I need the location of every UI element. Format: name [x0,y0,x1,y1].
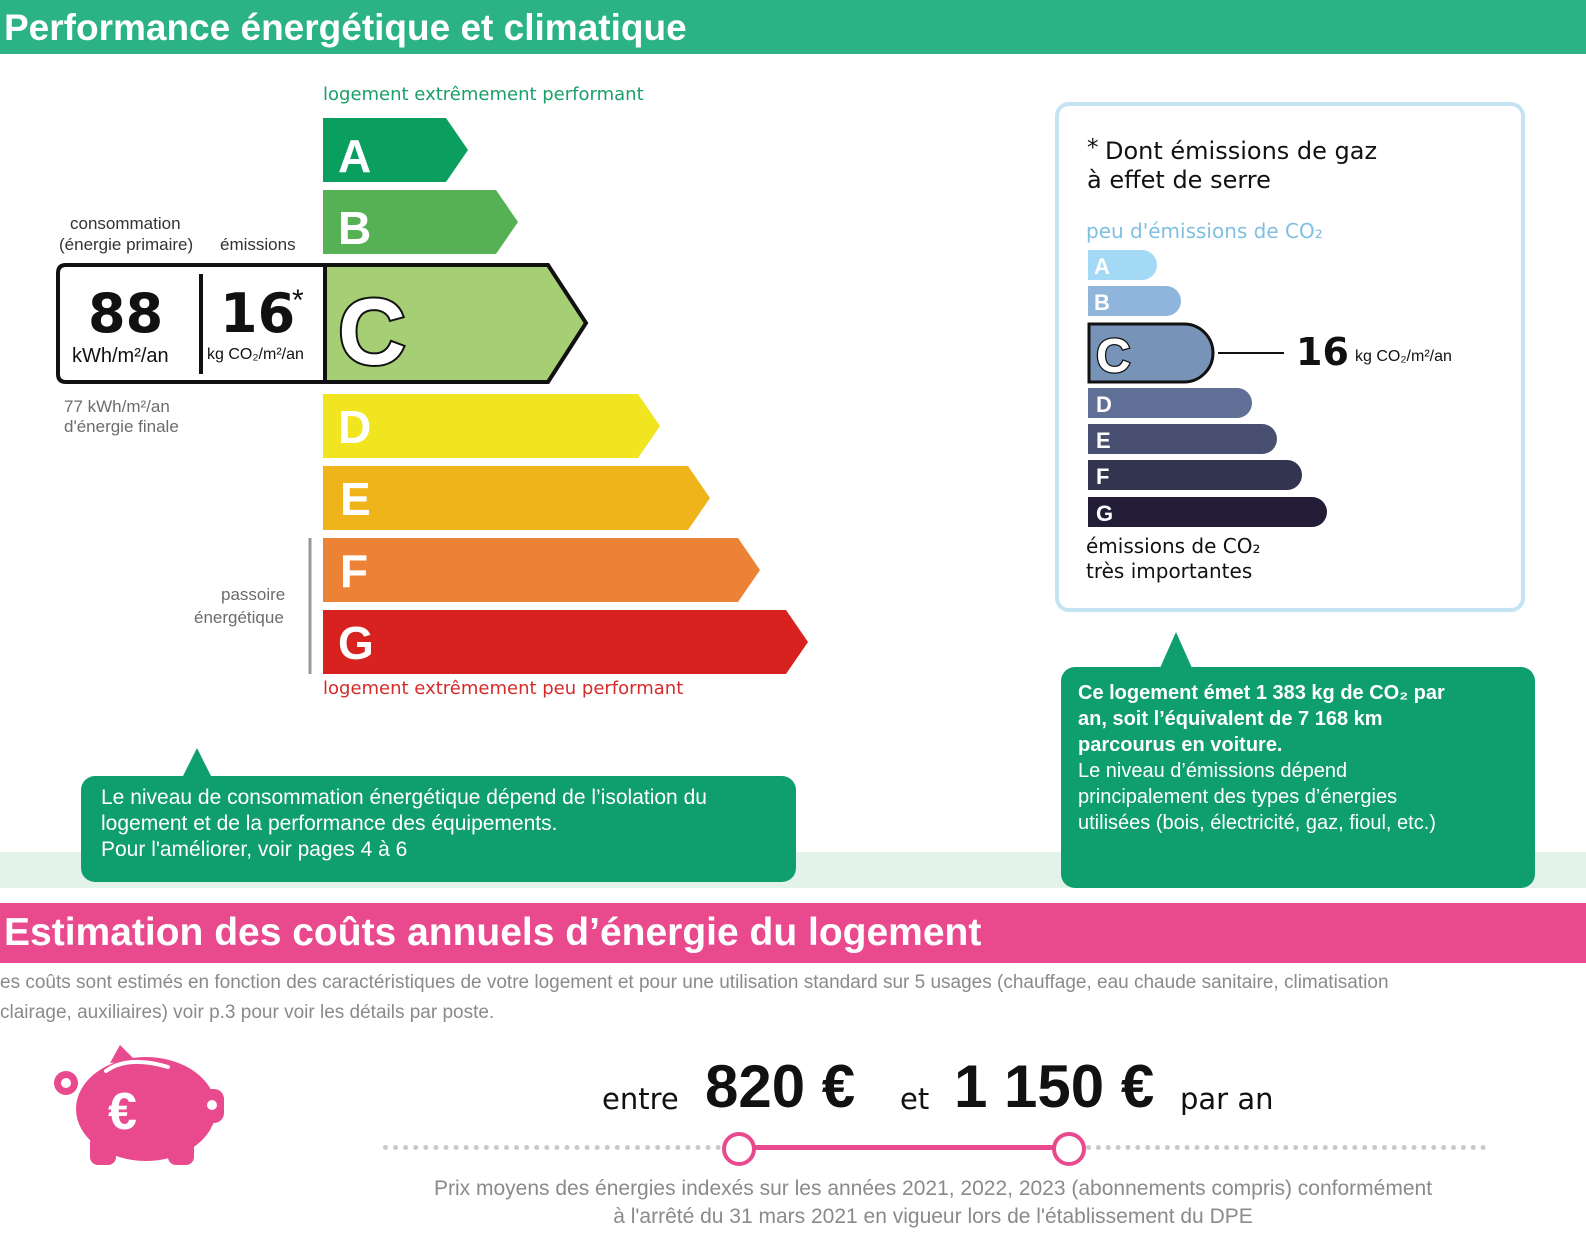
ges-class-c-letter: C [1096,330,1131,383]
ges-class-e-bar [1088,424,1277,454]
cost-note-line-1: Prix moyens des énergies indexés sur les années 2021, 2022, 2023 (abonnements compris) conformément [433,1177,1433,1200]
energy-class-c-letter: C [338,279,406,384]
svg-text:€: € [108,1083,137,1141]
scale-top-label: logement extrêmement performant [323,84,644,105]
cost-range-min-marker [722,1132,756,1166]
energy-class-b-letter: B [338,202,372,254]
energy-callout [81,776,796,882]
emissions-unit: kg CO₂/m²/an [207,346,304,363]
energy-class-g-letter: G [338,617,374,669]
cost-range-track-left [383,1145,721,1150]
passoire-label-2: énergétique [194,608,284,627]
ges-class-g-bar [1088,497,1327,527]
ges-callout-line-2: principalement des types d’énergies [1078,786,1398,808]
energy-class-g-bar [323,610,808,674]
scale-bottom-label: logement extrêmement peu performant [323,678,684,699]
energy-class-f-bar [323,538,760,602]
ges-callout-bold-2: an, soit l’équivalent de 7 168 km [1078,708,1383,730]
ges-title-asterisk: * [1087,135,1099,161]
costs-intro-line-2: clairage, auxiliaires) voir p.3 pour voir les détails par poste. [0,1002,495,1023]
ges-class-d-bar [1088,388,1252,418]
ges-callout-line-3: utilisées (bois, électricité, gaz, fioul, etc.) [1078,812,1436,834]
consumption-value: 88 [88,282,164,345]
ges-class-b-letter: B [1094,290,1110,315]
ges-unit: kg CO₂/m²/an [1355,348,1452,365]
ges-bottom-label-2: très importantes [1086,559,1253,583]
energy-class-f-letter: F [340,545,369,597]
ges-value: 16 [1296,330,1349,374]
section-costs-title: Estimation des coûts annuels d’énergie du logement [0,903,1586,963]
ges-class-e-letter: E [1096,428,1111,453]
ges-class-g-letter: G [1096,501,1114,526]
energy-callout-line-3: Pour l'améliorer, voir pages 4 à 6 [101,838,408,861]
energy-class-d-letter: D [338,401,372,453]
consumption-subheader: (énergie primaire) [59,235,194,254]
cost-word-par-an: par an [1180,1082,1274,1116]
ges-callout [1061,667,1535,888]
ges-class-f-letter: F [1096,464,1110,489]
energy-class-e-bar [323,466,710,530]
ges-top-label: peu d'émissions de CO₂ [1086,219,1323,243]
consumption-unit: kWh/m²/an [72,345,169,367]
ges-callout-pointer [1160,632,1192,668]
cost-note-line-2: à l'arrêté du 31 mars 2021 en vigueur lors de l'établissement du DPE [613,1205,1253,1228]
ges-class-d-letter: D [1096,392,1112,417]
energy-class-e-letter: E [340,473,371,525]
cost-max-value: 1 150 € [954,1053,1155,1120]
ges-callout-line-1: Le niveau d’émissions dépend [1078,760,1348,782]
emissions-value: 16 [220,282,296,345]
section-energy-title: Performance énergétique et climatique [0,0,1586,54]
costs-intro-line-1: es coûts sont estimés en fonction des caractéristiques de votre logement et pour une utilisation standard sur 5 usages (chauffage, eau chaude sanitaire, climatisation [0,972,1389,993]
piggy-bank-euro-icon [48,1045,228,1170]
energy-callout-pointer [182,748,212,778]
cost-word-entre: entre [602,1082,679,1116]
consumption-header: consommation [70,214,181,233]
ges-class-f-bar [1088,460,1302,490]
emissions-asterisk: * [292,284,304,317]
ges-callout-bold-3: parcourus en voiture. [1078,734,1283,756]
emissions-header: émissions [220,235,296,254]
cost-word-et: et [900,1082,930,1116]
energy-class-d-bar [323,394,660,458]
cost-min-value: 820 € [705,1053,856,1120]
final-energy-label: d'énergie finale [64,417,179,436]
energy-class-a-letter: A [338,130,372,182]
ges-class-a-letter: A [1094,254,1110,279]
cost-range-track-right [1086,1145,1486,1150]
cost-range-max-marker [1052,1132,1086,1166]
final-energy-value: 77 kWh/m²/an [64,397,170,416]
ges-bottom-label-1: émissions de CO₂ [1086,534,1261,558]
ges-scale [1080,245,1500,535]
ges-title-line-2: à effet de serre [1087,166,1271,194]
ges-title-line-1: Dont émissions de gaz [1105,137,1378,165]
cost-range-bar [738,1145,1068,1150]
ges-callout-bold-1: Ce logement émet 1 383 kg de CO₂ par [1078,682,1445,704]
passoire-label-1: passoire [221,585,286,604]
energy-callout-line-2: logement et de la performance des équipements. [101,812,558,835]
energy-callout-line-1: Le niveau de consommation énergétique dépend de l’isolation du [101,786,707,809]
